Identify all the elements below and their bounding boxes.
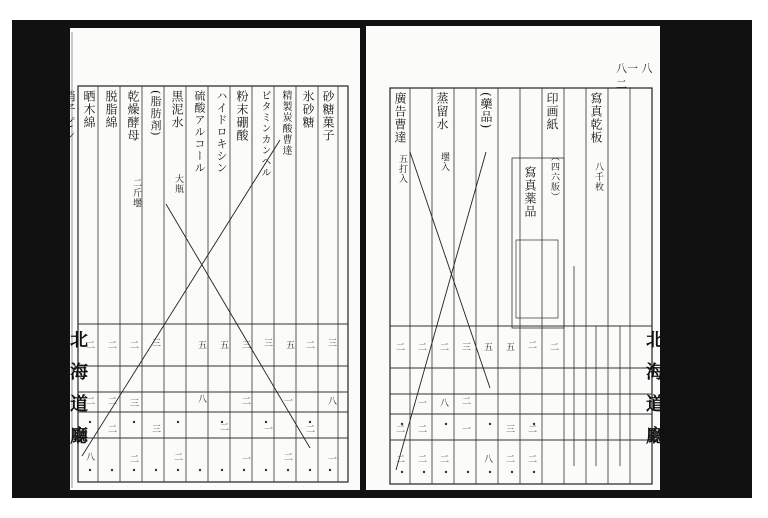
item-note: 二斤壜 bbox=[131, 178, 141, 208]
item-label: 晒木綿 bbox=[82, 90, 96, 129]
item-label: 廣告曹達 bbox=[393, 92, 407, 144]
item-note: 大瓶 bbox=[173, 174, 183, 194]
item-label: ハイドロキシン bbox=[215, 90, 228, 174]
office-title-right: 北海道廳 bbox=[643, 330, 664, 458]
left-page bbox=[62, 28, 360, 490]
svg-text:三: 三 bbox=[462, 343, 472, 353]
svg-text:二: 二 bbox=[130, 455, 140, 465]
svg-text:二: 二 bbox=[108, 425, 118, 435]
item-label: (脂肪剤) bbox=[149, 90, 162, 137]
svg-text:二: 二 bbox=[528, 455, 538, 465]
svg-text:二: 二 bbox=[418, 425, 428, 435]
svg-text:二: 二 bbox=[86, 341, 96, 351]
svg-text:二: 二 bbox=[550, 343, 560, 353]
svg-text:二: 二 bbox=[174, 453, 184, 463]
item-label: 寫真乾板 bbox=[589, 92, 603, 144]
svg-text:八: 八 bbox=[484, 455, 494, 465]
svg-text:五: 五 bbox=[484, 343, 494, 353]
svg-text:二: 二 bbox=[506, 455, 516, 465]
svg-text:二: 二 bbox=[220, 423, 230, 433]
item-label: 精製炭酸曹達 bbox=[280, 90, 291, 156]
svg-text:八: 八 bbox=[440, 399, 450, 409]
svg-text:八: 八 bbox=[328, 397, 338, 407]
svg-text:二: 二 bbox=[130, 341, 140, 351]
svg-text:二: 二 bbox=[86, 397, 96, 407]
item-label: 寫真薬品 bbox=[523, 166, 537, 218]
svg-text:三: 三 bbox=[242, 341, 252, 351]
svg-text:二: 二 bbox=[418, 343, 428, 353]
svg-text:二: 二 bbox=[108, 397, 118, 407]
item-label: 乾燥酵母 bbox=[126, 90, 140, 142]
svg-text:二: 二 bbox=[284, 453, 294, 463]
item-label: 硫酸アルコール bbox=[193, 90, 206, 174]
svg-text:三: 三 bbox=[506, 425, 516, 435]
item-label: 砂糖菓子 bbox=[321, 90, 335, 142]
svg-text:二: 二 bbox=[440, 455, 450, 465]
svg-text:二: 二 bbox=[418, 455, 428, 465]
svg-text:五: 五 bbox=[506, 343, 516, 353]
item-label: 黒泥水 bbox=[170, 90, 184, 129]
item-label: 蒸留水 bbox=[435, 92, 449, 131]
svg-text:一: 一 bbox=[264, 425, 274, 435]
svg-text:三: 三 bbox=[328, 339, 338, 349]
right-page bbox=[366, 26, 660, 490]
svg-text:二: 二 bbox=[242, 397, 252, 407]
svg-text:二: 二 bbox=[306, 341, 316, 351]
svg-text:三: 三 bbox=[264, 339, 274, 349]
item-note: 五打入 bbox=[397, 154, 407, 184]
item-label: 脱脂綿 bbox=[104, 90, 118, 129]
right-table-grid bbox=[366, 26, 660, 490]
svg-text:一: 一 bbox=[462, 425, 472, 435]
svg-text:二: 二 bbox=[108, 341, 118, 351]
svg-text:二: 二 bbox=[396, 425, 406, 435]
item-label: 氷砂糖 bbox=[301, 90, 315, 129]
svg-text:二: 二 bbox=[396, 455, 406, 465]
svg-text:二: 二 bbox=[396, 343, 406, 353]
svg-text:一: 一 bbox=[284, 397, 294, 407]
svg-text:五: 五 bbox=[220, 341, 230, 351]
svg-text:一: 一 bbox=[418, 399, 428, 409]
svg-text:八: 八 bbox=[198, 395, 208, 405]
item-note: 壜入 bbox=[439, 152, 449, 172]
svg-text:八: 八 bbox=[86, 453, 96, 463]
svg-text:二: 二 bbox=[306, 425, 316, 435]
svg-text:二: 二 bbox=[528, 341, 538, 351]
svg-text:三: 三 bbox=[130, 399, 140, 409]
svg-text:五: 五 bbox=[198, 341, 208, 351]
svg-text:二: 二 bbox=[528, 425, 538, 435]
svg-text:五: 五 bbox=[286, 341, 296, 351]
item-label: (藥品) bbox=[479, 92, 493, 130]
office-title-left: 北海道廳 bbox=[67, 330, 88, 458]
svg-text:一: 一 bbox=[328, 455, 338, 465]
corner-note: 八一 八二 bbox=[616, 62, 653, 91]
item-note: 八千枚 bbox=[593, 162, 603, 192]
item-label: ビタミンカンヘル bbox=[259, 90, 270, 178]
item-note: （四六版） bbox=[549, 152, 559, 202]
item-label: 印画紙 bbox=[545, 92, 559, 131]
item-label: 硝子ピン bbox=[62, 90, 76, 142]
svg-text:三: 三 bbox=[152, 339, 162, 349]
svg-text:二: 二 bbox=[462, 397, 472, 407]
svg-text:二: 二 bbox=[440, 343, 450, 353]
item-label: 粉末硼酸 bbox=[235, 90, 249, 142]
svg-text:一: 一 bbox=[242, 455, 252, 465]
svg-text:三: 三 bbox=[152, 425, 162, 435]
